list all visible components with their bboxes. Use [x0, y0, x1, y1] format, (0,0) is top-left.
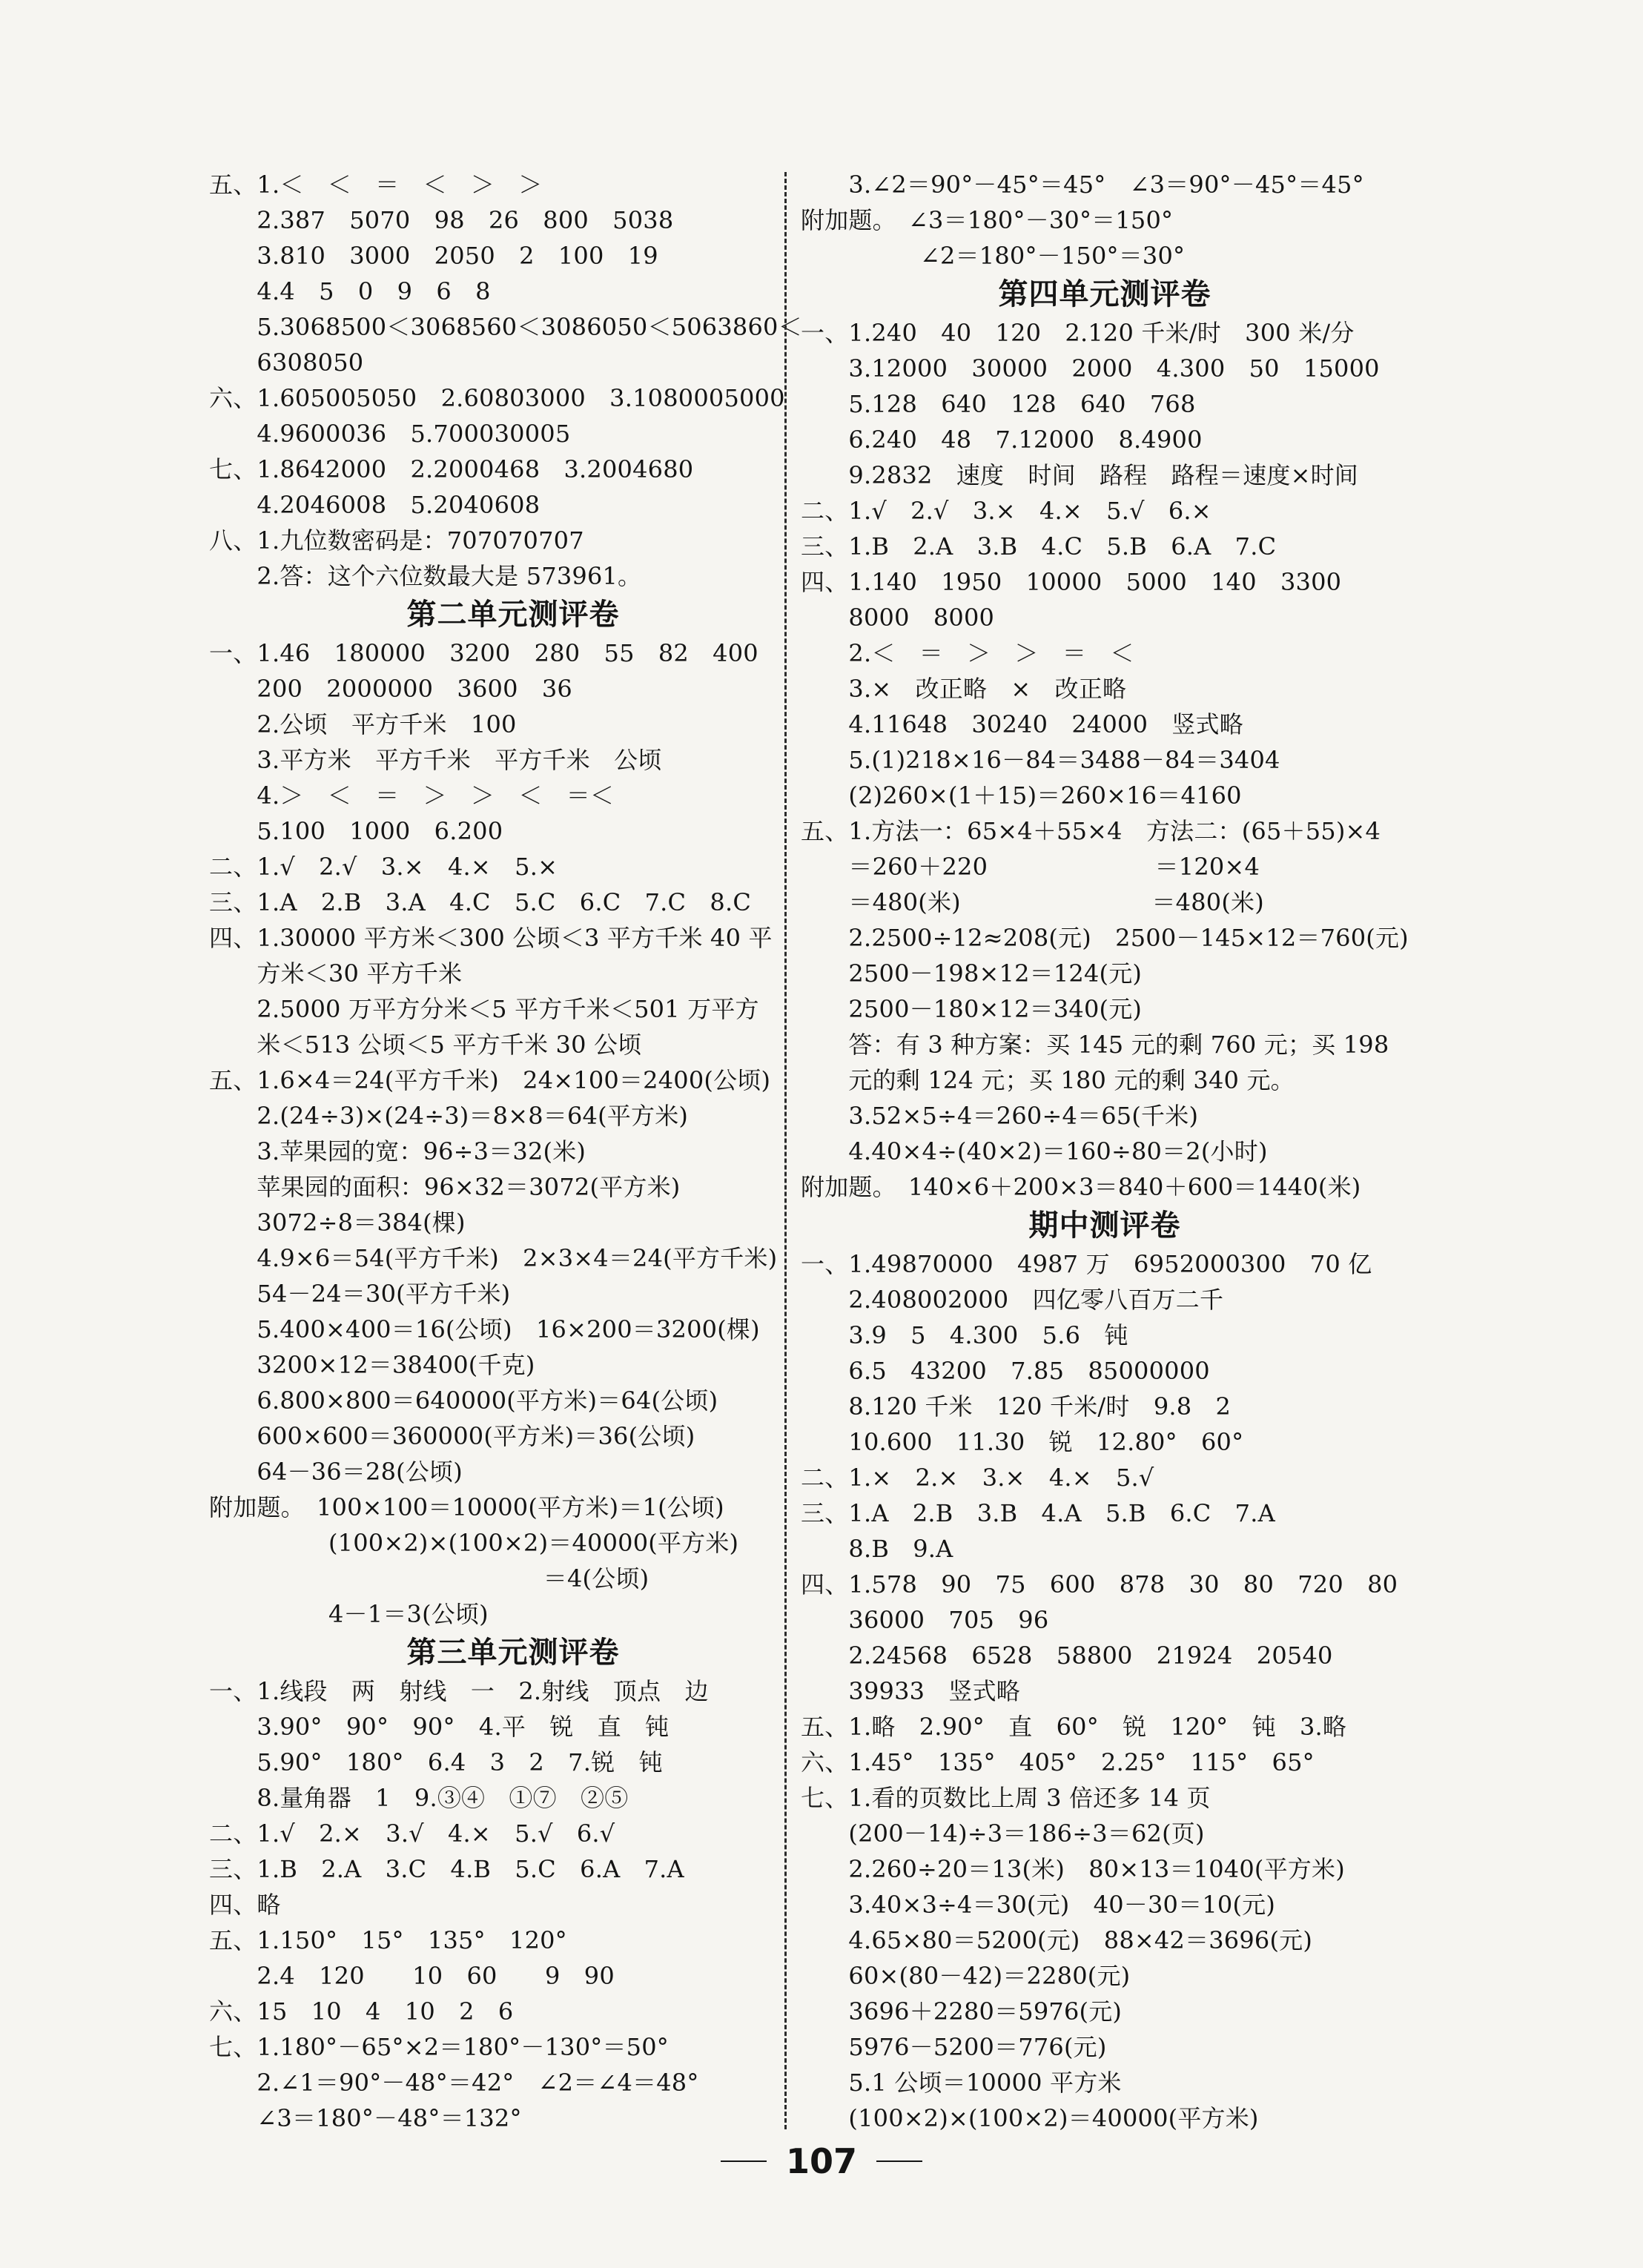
answer-line: 七、1.看的页数比上周 3 倍还多 14 页 [801, 1784, 1211, 1812]
answer-line: 六、15 10 4 10 2 6 [209, 1997, 514, 2026]
answer-line: 5976－5200＝776(元) [801, 2033, 1107, 2061]
answer-line: 元的剩 124 元；买 180 元的剩 340 元。 [801, 1066, 1295, 1094]
answer-line: 四、略 [209, 1891, 281, 1919]
answer-line: 2500－198×12＝124(元) [801, 959, 1143, 988]
answer-line: 二、1.× 2.× 3.× 4.× 5.√ [801, 1464, 1154, 1492]
answer-line: 5.(1)218×16－84＝3488－84＝3404 [801, 746, 1280, 774]
answer-line: 6.5 43200 7.85 85000000 [801, 1357, 1210, 1385]
answer-line: 4.11648 30240 24000 竖式略 [801, 710, 1243, 738]
answer-line: 方米＜30 平方千米 [209, 959, 463, 988]
answer-line: 5.100 1000 6.200 [209, 817, 503, 845]
answer-line: 3072÷8＝384(棵) [209, 1209, 466, 1237]
page-number-dash-left [721, 2160, 767, 2162]
answer-line: 8.B 9.A [801, 1535, 953, 1563]
page-number-footer [0, 2141, 1643, 2181]
answer-line: 四、1.578 90 75 600 878 30 80 720 80 [801, 1570, 1398, 1598]
answer-line: 七、1.8642000 2.2000468 3.2004680 [209, 455, 694, 483]
answer-line: 五、1.＜ ＜ ＝ ＜ ＞ ＞ [209, 171, 543, 199]
answer-line: ∠3＝180°－48°＝132° [209, 2104, 522, 2132]
answer-line: 五、1.150° 15° 135° 120° [209, 1926, 567, 1954]
answer-line: 2.5000 万平方分米＜5 平方千米＜501 万平方 [209, 995, 759, 1023]
answer-line: 八、1.九位数密码是：707070707 [209, 526, 584, 555]
section-title: 期中测评卷 [1028, 1209, 1181, 1243]
answer-line: 四、1.30000 平方米＜300 公顷＜3 平方千米 40 平 [209, 924, 773, 952]
answer-line: 2.2500÷12≈208(元) 2500－145×12＝760(元) [801, 924, 1409, 952]
answer-line: 2.260÷20＝13(米) 80×13＝1040(平方米) [801, 1855, 1345, 1883]
page-number-dash-right [876, 2160, 922, 2162]
answer-line: 600×600＝360000(平方米)＝36(公顷) [209, 1422, 695, 1450]
answer-line: 四、1.140 1950 10000 5000 140 3300 [801, 568, 1342, 596]
answer-line: 4.65×80＝5200(元) 88×42＝3696(元) [801, 1926, 1313, 1954]
answer-line: 3200×12＝38400(千克) [209, 1351, 535, 1379]
answer-line: 8.量角器 1 9.③④ ①⑦ ②⑤ [209, 1784, 629, 1812]
column-divider [784, 172, 787, 2129]
answer-line: 60×(80－42)＝2280(元) [801, 1962, 1131, 1990]
answer-line: 6.240 48 7.12000 8.4900 [801, 426, 1203, 454]
answer-line: 2.408002000 四亿零八百万二千 [801, 1286, 1224, 1314]
answer-line: 3.40×3÷4＝30(元) 40－30＝10(元) [801, 1891, 1276, 1919]
page-number: 107 [785, 2141, 858, 2181]
answer-line: 六、1.605005050 2.60803000 3.1080005000 [209, 384, 785, 412]
answer-line: 三、1.B 2.A 3.B 4.C 5.B 6.A 7.C [801, 532, 1277, 561]
answer-line: 3.90° 90° 90° 4.平 锐 直 钝 [209, 1713, 670, 1741]
answer-line: 3.× 改正略 × 改正略 [801, 675, 1127, 703]
answer-line: 4－1＝3(公顷) [209, 1600, 489, 1628]
answer-line: ＝480(米) ＝480(米) [801, 888, 1264, 916]
answer-line: 三、1.A 2.B 3.A 4.C 5.C 6.C 7.C 8.C [209, 888, 752, 916]
section-title: 第三单元测评卷 [406, 1636, 620, 1670]
answer-line: 3696＋2280＝5976(元) [801, 1997, 1123, 2026]
answer-line: 9.2832 速度 时间 路程 路程＝速度×时间 [801, 461, 1358, 489]
answer-line: 三、1.B 2.A 3.C 4.B 5.C 6.A 7.A [209, 1855, 684, 1883]
answer-line: 一、1.线段 两 射线 一 2.射线 顶点 边 [209, 1677, 709, 1705]
section-title: 第四单元测评卷 [998, 277, 1211, 311]
answer-line: 36000 705 96 [801, 1606, 1049, 1634]
answer-line: 54－24＝30(平方千米) [209, 1280, 511, 1308]
answer-line: ＝260＋220 ＝120×4 [801, 853, 1260, 881]
answer-line: 一、1.240 40 120 2.120 千米/时 300 米/分 [801, 319, 1355, 347]
answer-line: 答：有 3 种方案：买 145 元的剩 760 元；买 198 [801, 1031, 1389, 1059]
answer-line: ∠2＝180°－150°＝30° [801, 242, 1186, 270]
answer-line: 2.4 120 10 60 9 90 [209, 1962, 615, 1990]
answer-line: 3.9 5 4.300 5.6 钝 [801, 1321, 1128, 1349]
answer-line: 二、1.√ 2.× 3.√ 4.× 5.√ 6.√ [209, 1819, 615, 1848]
answer-line: 4.9600036 5.700030005 [209, 420, 571, 448]
answer-line: 五、1.6×4＝24(平方千米) 24×100＝2400(公顷) [209, 1066, 771, 1094]
answer-line: 三、1.A 2.B 3.B 4.A 5.B 6.C 7.A [801, 1499, 1275, 1527]
answer-line: 五、1.略 2.90° 直 60° 锐 120° 钝 3.略 [801, 1713, 1347, 1741]
answer-line: 一、1.49870000 4987 万 6952000300 70 亿 [801, 1250, 1372, 1278]
answer-line: 附加题。 ∠3＝180°－30°＝150° [801, 206, 1174, 234]
answer-line: 3.苹果园的宽：96÷3＝32(米) [209, 1137, 586, 1166]
answer-line: 5.400×400＝16(公顷) 16×200＝3200(棵) [209, 1315, 760, 1343]
answer-line: 3.52×5÷4＝260÷4＝65(千米) [801, 1102, 1199, 1130]
answer-line: 2.387 5070 98 26 800 5038 [209, 206, 674, 234]
answer-line: 附加题。 140×6＋200×3＝840＋600＝1440(米) [801, 1173, 1361, 1201]
answer-line: 2.公顷 平方千米 100 [209, 710, 517, 738]
answer-line: 6308050 [209, 348, 364, 377]
answer-line: 3.∠2＝90°－45°＝45° ∠3＝90°－45°＝45° [801, 171, 1364, 199]
answer-line: 2.(24÷3)×(24÷3)＝8×8＝64(平方米) [209, 1102, 689, 1130]
answer-line: (2)260×(1＋15)＝260×16＝4160 [801, 781, 1242, 810]
answer-line: ＝4(公顷) [209, 1564, 649, 1593]
answer-line: 64－36＝28(公顷) [209, 1458, 463, 1486]
answer-line: 2.24568 6528 58800 21924 20540 [801, 1642, 1333, 1670]
answer-line: 4.9×6＝54(平方千米) 2×3×4＝24(平方千米) [209, 1244, 778, 1272]
answer-line: 二、1.√ 2.√ 3.× 4.× 5.× [209, 853, 558, 881]
answer-line: 米＜513 公顷＜5 平方千米 30 公顷 [209, 1031, 642, 1059]
right-column [801, 167, 1409, 2136]
answer-line: 2.∠1＝90°－48°＝42° ∠2＝∠4＝48° [209, 2069, 699, 2097]
answer-line: 2.答：这个六位数最大是 573961。 [209, 562, 642, 590]
answer-line: 39933 竖式略 [801, 1677, 1020, 1705]
answer-line: 5.128 640 128 640 768 [801, 390, 1196, 418]
answer-line: (100×2)×(100×2)＝40000(平方米) [209, 1529, 739, 1557]
answer-line: 6.800×800＝640000(平方米)＝64(公顷) [209, 1386, 718, 1415]
answer-line: 2.＜ ＝ ＞ ＞ ＝ ＜ [801, 639, 1134, 667]
answer-line: 二、1.√ 2.√ 3.× 4.× 5.√ 6.× [801, 497, 1211, 525]
answer-line: 2500－180×12＝340(元) [801, 995, 1143, 1023]
answer-line: 10.600 11.30 锐 12.80° 60° [801, 1428, 1244, 1456]
section-title: 第二单元测评卷 [406, 598, 620, 632]
answer-line: 3.12000 30000 2000 4.300 50 15000 [801, 354, 1380, 383]
left-column [209, 167, 817, 2136]
answer-line: 4.＞ ＜ ＝ ＞ ＞ ＜ ＝＜ [209, 781, 615, 810]
answer-line: 七、1.180°－65°×2＝180°－130°＝50° [209, 2033, 669, 2061]
answer-line: 8000 8000 [801, 604, 995, 632]
answer-line: 4.40×4÷(40×2)＝160÷80＝2(小时) [801, 1137, 1268, 1166]
answer-line: 五、1.方法一：65×4＋55×4 方法二：(65＋55)×4 [801, 817, 1381, 845]
answer-line: 3.平方米 平方千米 平方千米 公顷 [209, 746, 662, 774]
answer-line: 六、1.45° 135° 405° 2.25° 115° 65° [801, 1748, 1315, 1776]
answer-line: 附加题。 100×100＝10000(平方米)＝1(公顷) [209, 1493, 724, 1521]
answer-line: 3.810 3000 2050 2 100 19 [209, 242, 658, 270]
answer-line: 4.2046008 5.2040608 [209, 491, 540, 519]
answer-line: 200 2000000 3600 36 [209, 675, 572, 703]
answer-line: 苹果园的面积：96×32＝3072(平方米) [209, 1173, 681, 1201]
answer-line: (100×2)×(100×2)＝40000(平方米) [801, 2104, 1259, 2132]
answer-line: 5.90° 180° 6.4 3 2 7.锐 钝 [209, 1748, 663, 1776]
answer-line: 5.3068500＜3068560＜3086050＜5063860＜ [209, 313, 802, 341]
answer-line: 一、1.46 180000 3200 280 55 82 400 [209, 639, 758, 667]
answer-line: (200－14)÷3＝186÷3＝62(页) [801, 1819, 1205, 1848]
answer-line: 8.120 千米 120 千米/时 9.8 2 [801, 1392, 1232, 1421]
answer-line: 5.1 公顷＝10000 平方米 [801, 2069, 1122, 2097]
answer-line: 4.4 5 0 9 6 8 [209, 277, 491, 305]
